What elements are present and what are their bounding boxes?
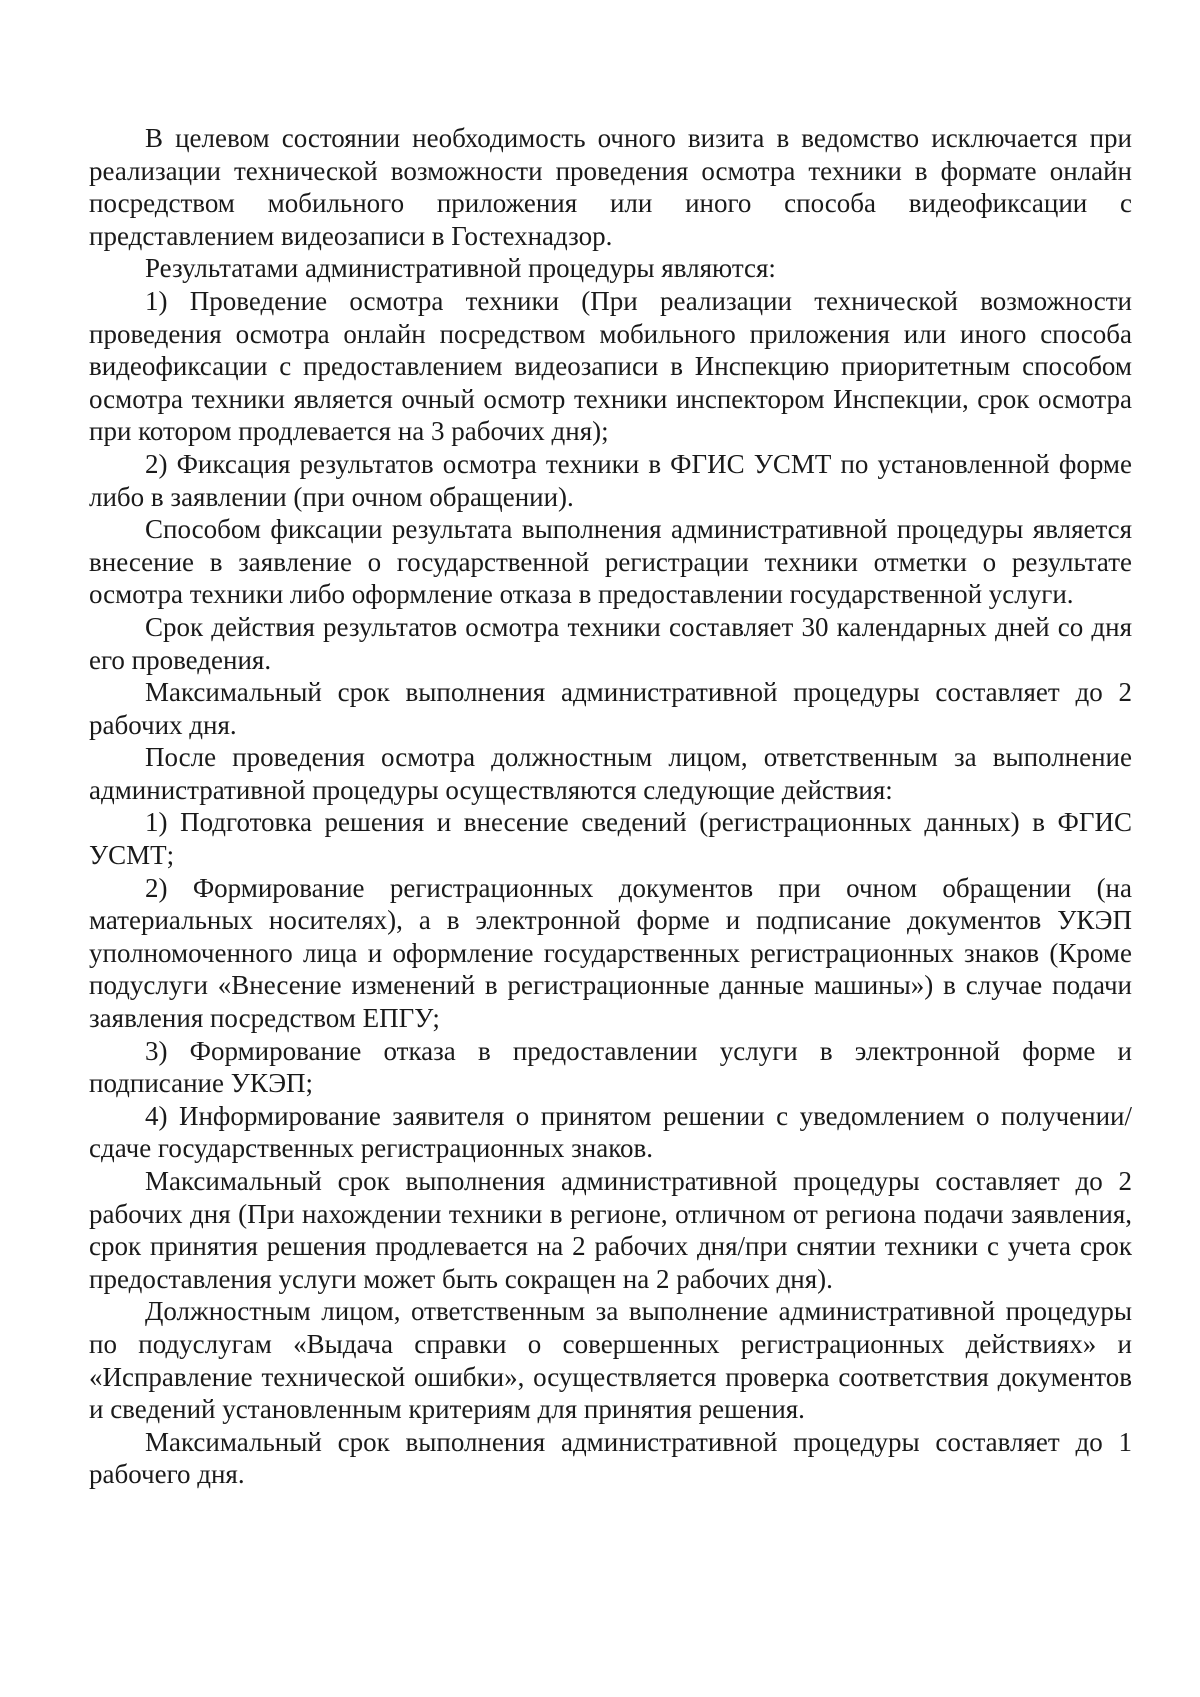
list-item-inform-applicant: 4) Информирование заявителя о принятом решении с уведомлением о получении/сдаче государственных регистрационных знаков. [89,1100,1132,1164]
paragraph-target-state: В целевом состоянии необходимость очного визита в ведомство исключается при реализации технической возможности проведения осмотра техники в формате онлайн посредством мобильного приложения или иного способа видеофиксации с представлением видеозаписи в Гостехнадзор. [89,123,1132,251]
paragraph-results-intro: Результатами административной процедуры являются: [145,253,776,284]
list-item-form-refusal: 3) Формирование отказа в предоставлении услуги в электронной форме и подписание УКЭП; [89,1035,1132,1099]
paragraph-max-term-2-days: Максимальный срок выполнения административной процедуры составляет до 2 рабочих дня. [89,677,1132,740]
document-body [89,122,1132,1491]
paragraph-post-inspection-actions: После проведения осмотра должностным лицом, ответственным за выполнение административной процедуры осуществляются следующие действия: [89,742,1132,805]
paragraph-recording-method: Способом фиксации результата выполнения административной процедуры является внесение в заявление о государственной регистрации техники отметки о результате осмотра техники либо оформление отказа в предоставлении государственной услуги. [89,514,1132,610]
list-item-form-documents: 2) Формирование регистрационных документов при очном обращении (на материальных носителях), а в электронной форме и подписание документов УКЭП уполномоченного лица и оформление государственных регистрационных знаков (Кроме подуслуги «Внесение изменений в регистрационные данные машины») в случае подачи заявления посредством ЕПГУ; [89,872,1132,1034]
paragraph-max-term-extended: Максимальный срок выполнения административной процедуры составляет до 2 рабочих дня (При нахождении техники в регионе, отличном от региона подачи заявления, срок принятия решения продлевается на 2 рабочих дня/при снятии техники с учета срок предоставления услуги может быть сокращен на 2 рабочих дня). [89,1166,1132,1294]
list-item-recording-results: 2) Фиксация результатов осмотра техники в ФГИС УСМТ по установленной форме либо в заявлении (при очном обращении). [89,448,1132,512]
list-item-prepare-decision: 1) Подготовка решения и внесение сведений (регистрационных данных) в ФГИС УСМТ; [89,807,1132,871]
paragraph-official-check: Должностным лицом, ответственным за выполнение административной процедуры по подуслугам «Выдача справки о совершенных регистрационных действиях» и «Исправление технической ошибки», осуществляется проверка соответствия документов и сведений установленным критериям для принятия решения. [89,1296,1132,1425]
list-item-inspection: 1) Проведение осмотра техники (При реализации технической возможности проведения осмотра онлайн посредством мобильного приложения или иного способа видеофиксации с предоставлением видеозаписи в Инспекцию приоритетным способом осмотра техники является очный осмотр техники инспектором Инспекции, срок осмотра при котором продлевается на 3 рабочих дня); [89,285,1132,447]
paragraph-max-term-1-day: Максимальный срок выполнения административной процедуры составляет до 1 рабочего дня. [89,1426,1132,1490]
paragraph-validity-period: Срок действия результатов осмотра техники составляет 30 календарных дней со дня его проведения. [89,611,1132,675]
